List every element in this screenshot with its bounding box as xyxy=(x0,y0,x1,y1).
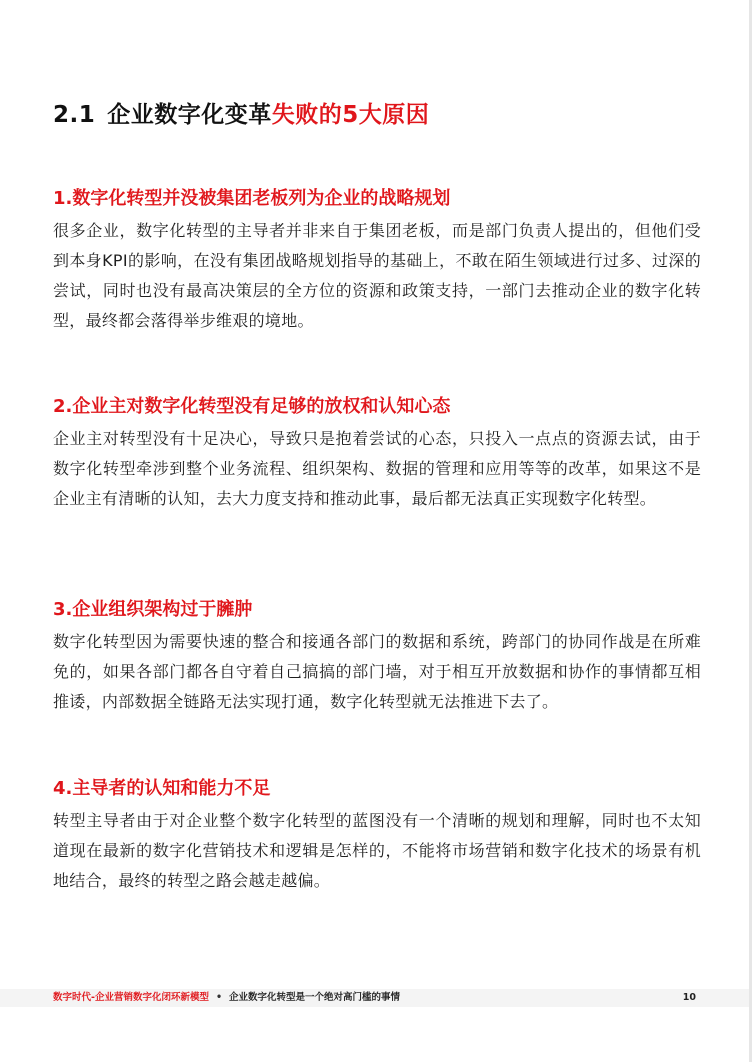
section-body: 企业主对转型没有十足决心，导致只是抱着尝试的心态，只投入一点点的资源去试，由于数字化转型牵涉到整个业务流程、组织架构、数据的管理和应用等等的改革，如果这不是企业主有清晰的认知，去大力度支持和推动此事，最后都无法真正实现数字化转型。 xyxy=(53,429,701,508)
title-accent: 失败的5大原因 xyxy=(271,102,430,128)
section-1 xyxy=(53,186,701,336)
footer xyxy=(53,990,400,1006)
section-heading: 3.企业组织架构过于臃肿 xyxy=(53,599,253,620)
section-3 xyxy=(53,597,701,717)
section-body: 转型主导者由于对企业整个数字化转型的蓝图没有一个清晰的规划和理解，同时也不太知道现在最新的数字化营销技术和逻辑是怎样的，不能将市场营销和数字化技术的场景有机地结合，最终的转型之路会越走越偏。 xyxy=(53,811,701,890)
title-number: 2.1 xyxy=(53,102,96,128)
footer-chapter: 企业数字化转型是一个绝对高门槛的事情 xyxy=(229,992,401,1003)
footer-separator: • xyxy=(215,992,223,1003)
section-4 xyxy=(53,776,701,896)
section-body: 数字化转型因为需要快速的整合和接通各部门的数据和系统，跨部门的协同作战是在所难免的，如果各部门都各自守着自己搞搞的部门墙，对于相互开放数据和协作的事情都互相推诿，内部数据全链路无法实现打通，数字化转型就无法推进下去了。 xyxy=(53,632,701,711)
section-2 xyxy=(53,394,701,514)
section-heading: 2.企业主对数字化转型没有足够的放权和认知心态 xyxy=(53,396,451,417)
page-number: 10 xyxy=(682,992,696,1003)
footer-brand: 数字时代-企业营销数字化闭环新模型 xyxy=(53,992,209,1003)
section-body: 很多企业，数字化转型的主导者并非来自于集团老板，而是部门负责人提出的，但他们受到本身KPI的影响，在没有集团战略规划指导的基础上，不敢在陌生领域进行过多、过深的尝试，同时也没有最高决策层的全方位的资源和政策支持，一部门去推动企业的数字化转型，最终都会落得举步维艰的境地。 xyxy=(53,221,701,330)
title-main: 企业数字化变革 xyxy=(107,102,272,128)
section-heading: 1.数字化转型并没被集团老板列为企业的战略规划 xyxy=(53,188,451,209)
page-title xyxy=(53,98,429,132)
section-heading: 4.主导者的认知和能力不足 xyxy=(53,778,271,799)
